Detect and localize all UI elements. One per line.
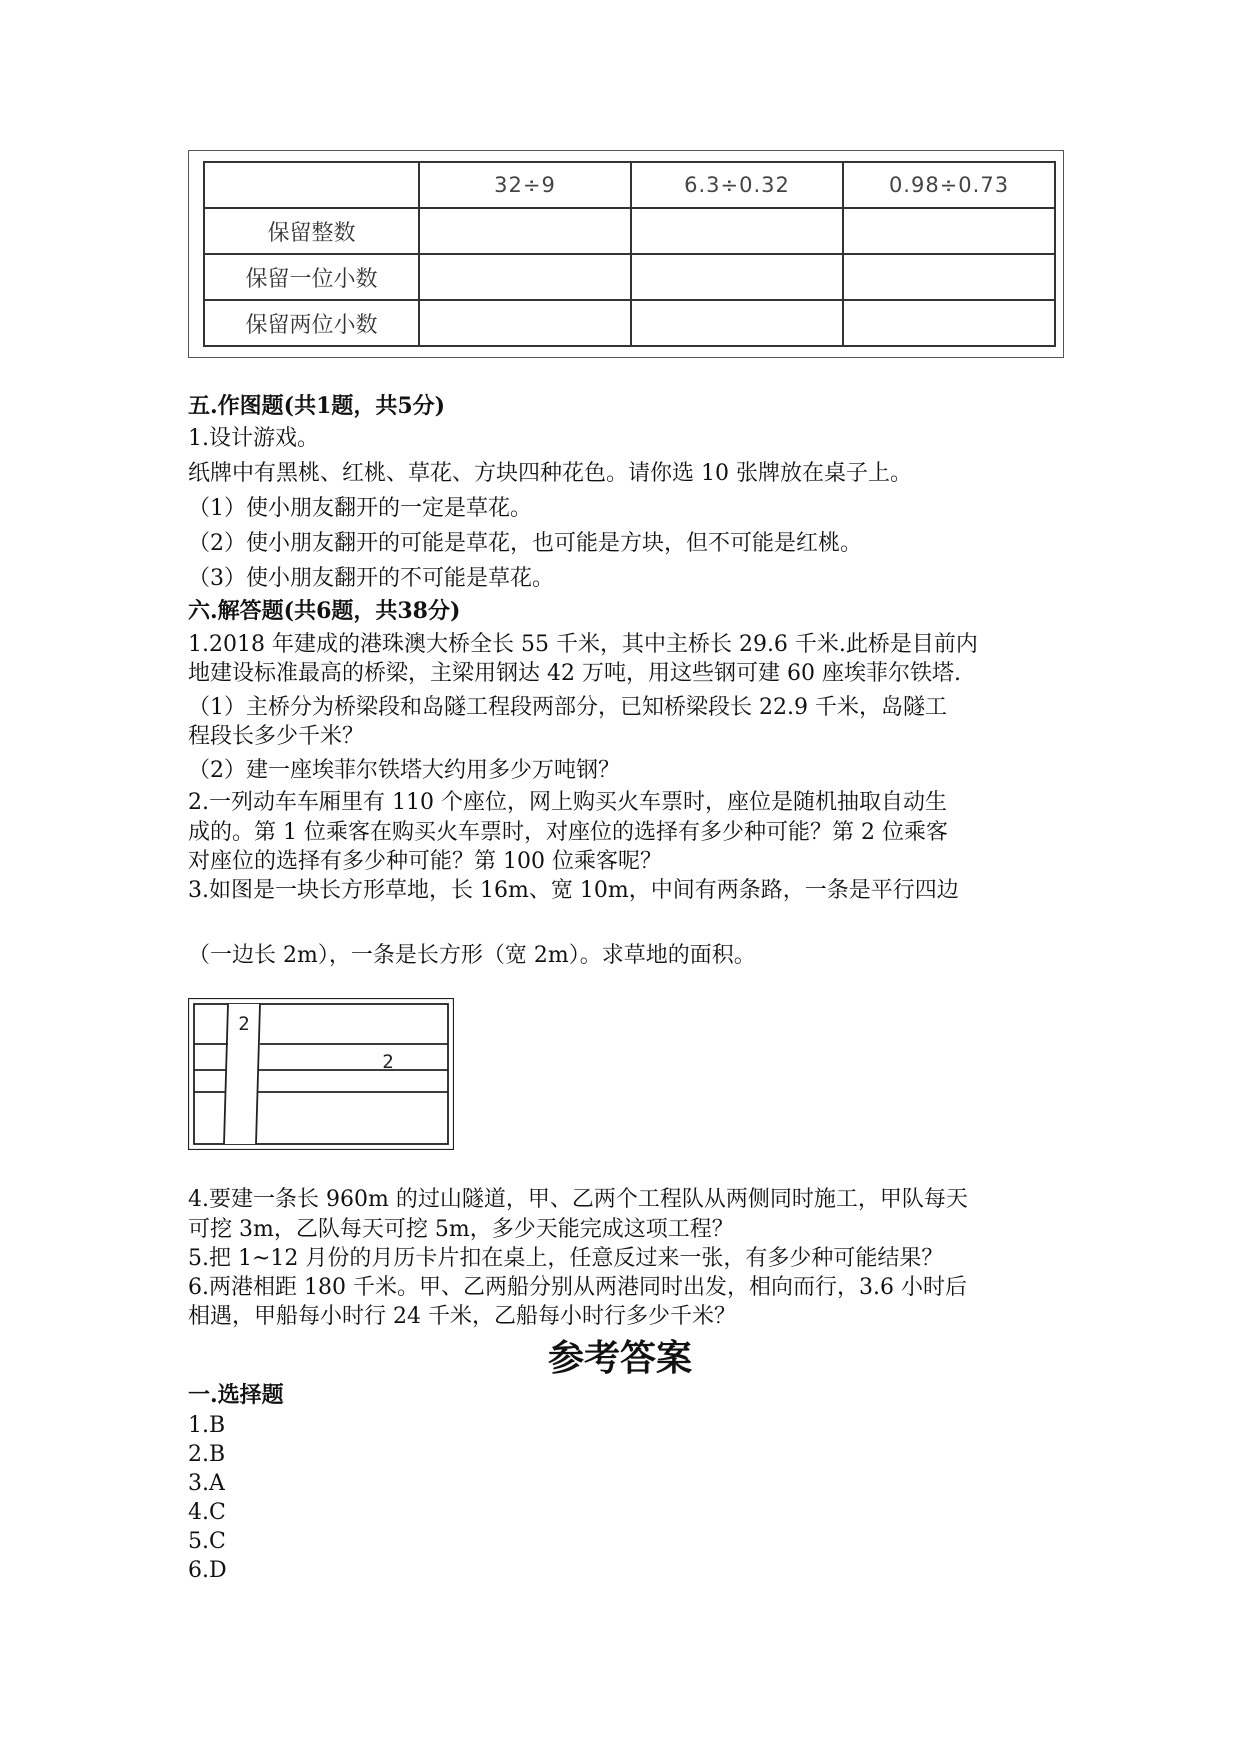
row-label: 保留一位小数 <box>204 254 419 300</box>
answer-cell[interactable] <box>843 208 1055 254</box>
answer-item: 1.B <box>188 1413 226 1438</box>
section5-title: 五.作图题(共1题，共5分) <box>188 393 446 419</box>
s6-q1-line: （2）建一座埃菲尔铁塔大约用多少万吨钢？ <box>188 758 620 783</box>
answer-item: 4.C <box>188 1500 226 1525</box>
s5-q1-item: （3）使小朋友翻开的不可能是草花。 <box>188 566 554 591</box>
answer-cell[interactable] <box>631 254 843 300</box>
s6-q1-line: 地建设标准最高的桥梁，主梁用钢达 42 万吨，用这些钢可建 60 座埃菲尔铁塔. <box>188 661 961 686</box>
s6-q3-line: （一边长 2m），一条是长方形（宽 2m）。求草地的面积。 <box>188 943 756 968</box>
s6-q1-line: 程段长多少千米？ <box>188 724 365 749</box>
s6-q6-line: 6.两港相距 180 千米。甲、乙两船分别从两港同时出发，相向而行，3.6 小时后 <box>188 1275 967 1300</box>
table-row <box>204 254 1055 300</box>
s6-q2-line: 对座位的选择有多少种可能？第 100 位乘客呢？ <box>188 849 662 874</box>
answer-cell[interactable] <box>419 254 631 300</box>
s6-q3-line: 3.如图是一块长方形草地，长 16m、宽 10m，中间有两条路，一条是平行四边 <box>188 878 959 903</box>
s6-q1-line: 1.2018 年建成的港珠澳大桥全长 55 千米，其中主桥长 29.6 千米.此桥是目前内 <box>188 632 978 657</box>
s6-q2-line: 成的。第 1 位乘客在购买火车票时，对座位的选择有多少种可能？第 2 位乘客 <box>188 820 948 845</box>
rounding-table <box>203 161 1056 347</box>
answer-item: 5.C <box>188 1529 226 1554</box>
s6-q5: 5.把 1~12 月份的月历卡片扣在桌上，任意反过来一张，有多少种可能结果？ <box>188 1246 944 1271</box>
figure-label: 2 <box>382 1051 394 1073</box>
rounding-table-frame <box>188 150 1064 358</box>
answers-title: 参考答案 <box>547 1337 692 1379</box>
row-label: 保留整数 <box>204 208 419 254</box>
answers-section1-title: 一.选择题 <box>188 1382 284 1408</box>
s5-q1-item: （1）使小朋友翻开的一定是草花。 <box>188 496 532 521</box>
answer-cell[interactable] <box>843 300 1055 346</box>
figure-label: 2 <box>238 1013 250 1035</box>
table-row <box>204 300 1055 346</box>
s5-q1-intro: 纸牌中有黑桃、红桃、草花、方块四种花色。请你选 10 张牌放在桌子上。 <box>188 461 912 486</box>
s6-q4-line: 可挖 3m，乙队每天可挖 5m，多少天能完成这项工程？ <box>188 1217 734 1242</box>
answer-item: 6.D <box>188 1558 227 1583</box>
answer-item: 2.B <box>188 1442 226 1467</box>
answer-cell[interactable] <box>419 208 631 254</box>
table-header-cell: 32÷9 <box>419 162 631 208</box>
table-header-cell: 0.98÷0.73 <box>843 162 1055 208</box>
lawn-figure <box>188 998 454 1150</box>
answer-cell[interactable] <box>631 300 843 346</box>
table-header-row <box>204 162 1055 208</box>
table-row <box>204 208 1055 254</box>
section6-title: 六.解答题(共6题，共38分) <box>188 598 461 624</box>
s6-q2-line: 2.一列动车车厢里有 110 个座位，网上购买火车票时，座位是随机抽取自动生 <box>188 790 947 815</box>
table-header-cell <box>204 162 419 208</box>
answer-cell[interactable] <box>843 254 1055 300</box>
s6-q4-line: 4.要建一条长 960m 的过山隧道，甲、乙两个工程队从两侧同时施工，甲队每天 <box>188 1187 968 1212</box>
s6-q1-line: （1）主桥分为桥梁段和岛隧工程段两部分，已知桥梁段长 22.9 千米，岛隧工 <box>188 695 947 720</box>
table-header-cell: 6.3÷0.32 <box>631 162 843 208</box>
s6-q6-line: 相遇，甲船每小时行 24 千米，乙船每小时行多少千米？ <box>188 1304 736 1329</box>
s5-q1: 1.设计游戏。 <box>188 426 319 451</box>
answer-cell[interactable] <box>631 208 843 254</box>
answer-item: 3.A <box>188 1471 225 1496</box>
row-label: 保留两位小数 <box>204 300 419 346</box>
answer-cell[interactable] <box>419 300 631 346</box>
s5-q1-item: （2）使小朋友翻开的可能是草花，也可能是方块，但不可能是红桃。 <box>188 531 862 556</box>
